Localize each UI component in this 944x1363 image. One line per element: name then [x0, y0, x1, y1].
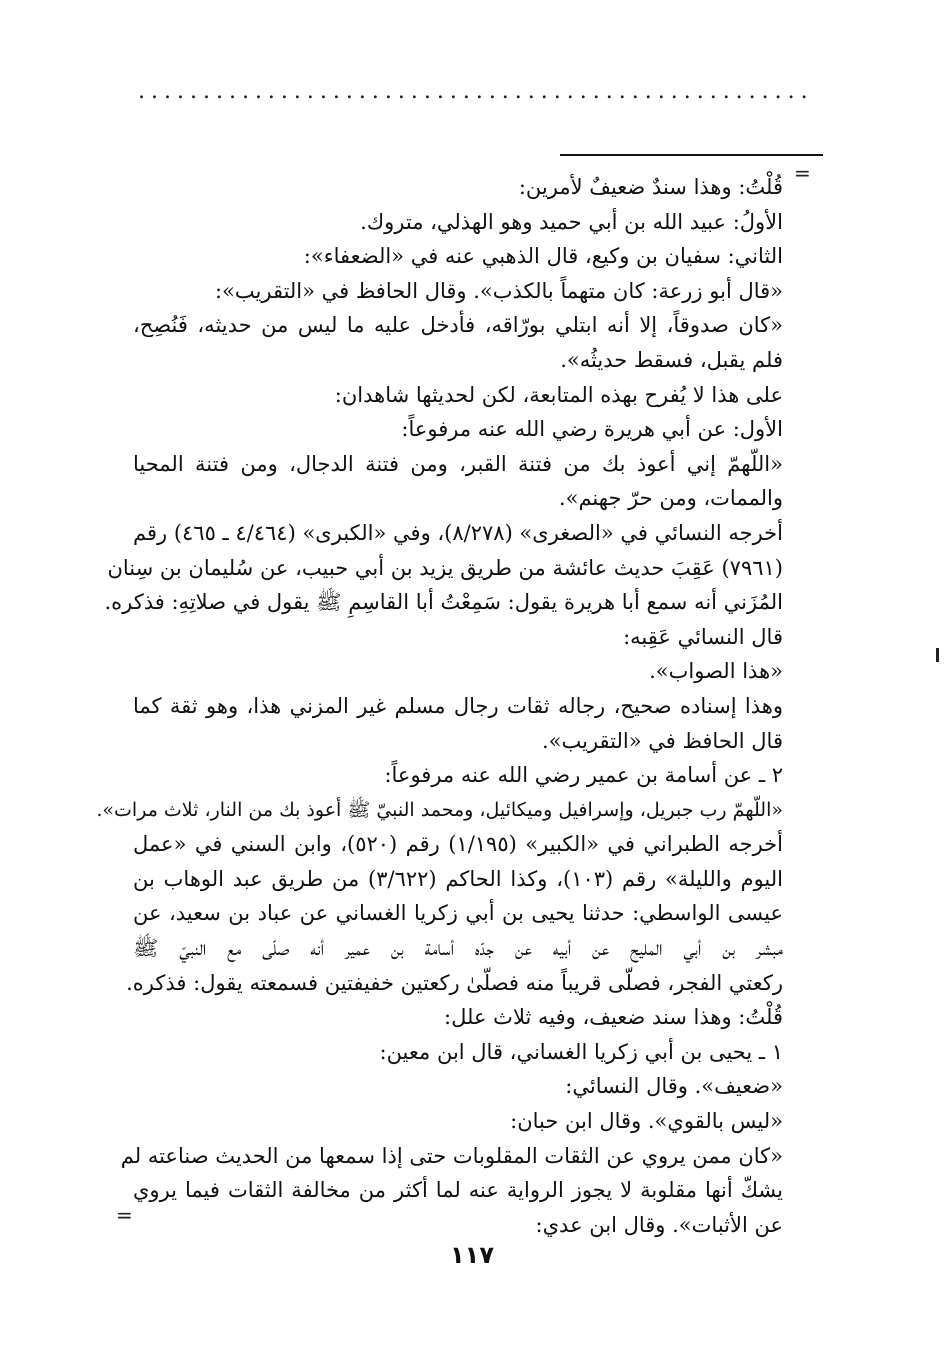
text-line: ١ ـ يحيى بن أبي زكريا الغساني، قال ابن معين:	[379, 1039, 783, 1064]
text-line: قُلْتُ: وهذا سند ضعيف، وفيه ثلاث علل:	[444, 1005, 783, 1030]
text-line: الأولُ: عبيد الله بن أبي حميد وهو الهذلي، متروك.	[360, 209, 783, 234]
text-line: (٧٩٦١) عَقِبَ حديث عائشة من طريق يزيد بن أبي حبيب، عن سُليمان بن سِنان	[107, 555, 783, 580]
text-line: أخرجه النسائي في «الصغرى» (٨/٢٧٨)، وفي «الكبرى» (٤/٤٦٤ ـ ٤٦٥) رقم	[133, 520, 783, 545]
continuation-mark-top: =	[794, 161, 811, 185]
text-line: فلم يقبل، فسقط حديثُه».	[560, 347, 783, 372]
text-line: عن الأثبات». وقال ابن عدي:	[535, 1212, 783, 1237]
page-number: ١١٧	[450, 1241, 494, 1269]
continuation-mark-bottom: =	[116, 1203, 133, 1227]
decorative-dotted-rule: ....................................................	[138, 79, 814, 104]
text-line: «اللّهمّ إني أعوذ بك من فتنة القبر، ومن فتنة الدجال، ومن فتنة المحيا	[133, 451, 783, 476]
text-line: ركعتي الفجر، فصلّى قريباً منه فصلّىٰ ركعتين خفيفتين فسمعته يقول: فذكره.	[126, 970, 783, 995]
text-line: «كان صدوقاً، إلا أنه ابتلي بورّاقه، فأدخل عليه ما ليس من حديثه، فَنُصِح،	[133, 313, 783, 338]
text-line: الأول: عن أبي هريرة رضي الله عنه مرفوعاً:	[401, 417, 783, 442]
text-line: «ليس بالقوي». وقال ابن حبان:	[510, 1109, 783, 1134]
text-line: المُزَني أنه سمع أبا هريرة يقول: سَمِعْتُ أبا القاسِمِ ﷺ يقول في صلاتِهِ: فذكره.	[104, 590, 783, 615]
text-line: وهذا إسناده صحيح، رجاله ثقات رجال مسلم غير المزني هذا، وهو ثقة كما	[133, 693, 783, 718]
text-line: مبشر بن أبي المليح عن أبيه عن جدّه أسامة بن عمير أنه صلّى مع النبيّ ﷺ	[133, 936, 783, 961]
text-line: «كان ممن يروي عن الثقات المقلوبات حتى إذا سمعها من الحديث صناعته لم	[120, 1143, 783, 1168]
text-line: «هذا الصواب».	[649, 659, 783, 684]
text-line: اليوم والليلة» رقم (١٠٣)، وكذا الحاكم (٣/٦٢٢) من طريق عبد الوهاب بن	[133, 866, 783, 891]
text-line: قال النسائي عَقِبه:	[623, 624, 783, 649]
text-line: «ضعيف». وقال النسائي:	[565, 1074, 783, 1099]
text-line: قُلْتُ: وهذا سندٌ ضعيفٌ لأمرين:	[518, 175, 783, 199]
text-line: والممات، ومن حرّ جهنم».	[558, 486, 783, 511]
scan-edge-mark	[936, 648, 939, 662]
footnote-text-block	[96, 170, 784, 1237]
text-line: على هذا لا يُفرح بهذه المتابعة، لكن لحديثها شاهدان:	[334, 382, 783, 407]
text-line: الثاني: سفيان بن وكيع، قال الذهبي عنه في «الضعفاء»:	[303, 244, 783, 269]
text-line: «اللّهمّ رب جبريل، وإسرافيل وميكائيل، ومحمد النبيّ ﷺ أعوذ بك من النار، ثلاث مرات».	[96, 798, 783, 821]
footnote-separator-rule	[560, 154, 823, 156]
text-line: عيسى الواسطي: حدثنا يحيى بن أبي زكريا الغساني عن عباد بن سعيد، عن	[133, 901, 783, 926]
text-line: يشكّ أنها مقلوبة لا يجوز الرواية عنه لما أكثر من مخالفة الثقات فيما يروي	[133, 1178, 783, 1203]
text-line: «قال أبو زرعة: كان متهماً بالكذب». وقال الحافظ في «التقريب»:	[214, 278, 783, 303]
text-line: أخرجه الطبراني في «الكبير» (١/١٩٥) رقم (٥٢٠)، وابن السني في «عمل	[133, 832, 784, 857]
text-line: ٢ ـ عن أسامة بن عمير رضي الله عنه مرفوعاً:	[384, 763, 783, 788]
text-line: قال الحافظ في «التقريب».	[541, 728, 783, 753]
